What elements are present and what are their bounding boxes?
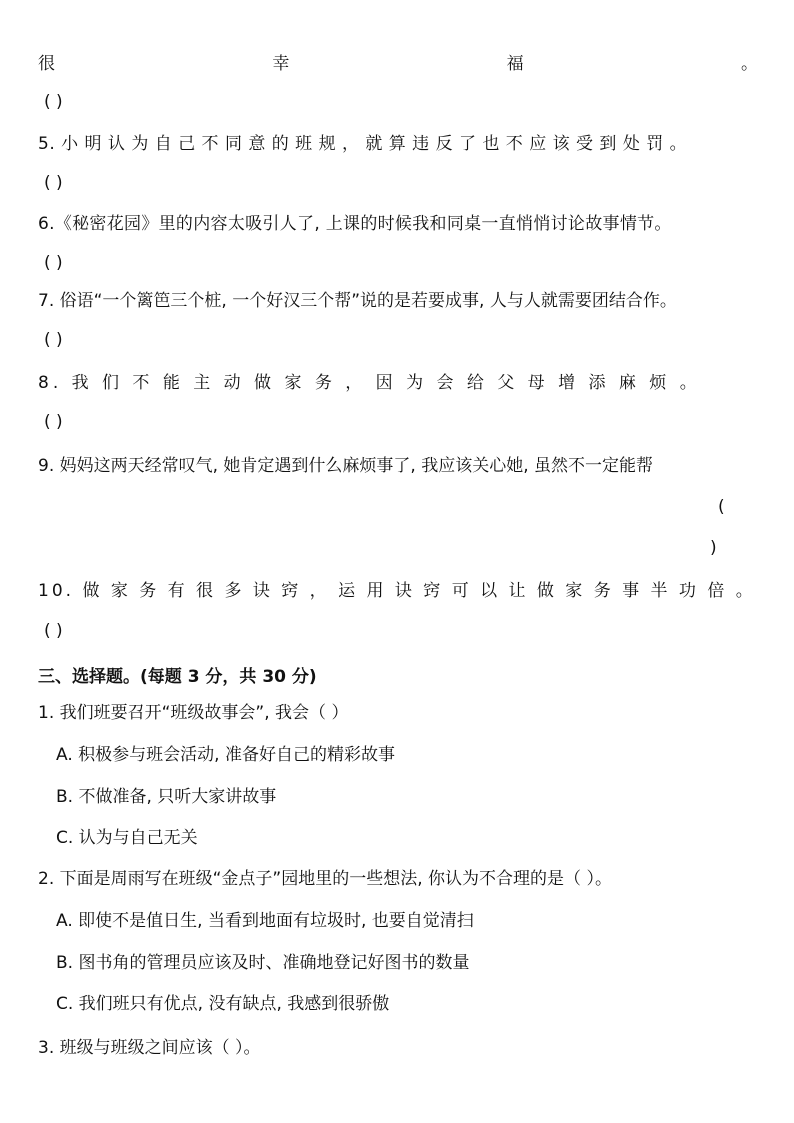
tf-item-5: 5. 小 明 认 为 自 己 不 同 意 的 班 规 ， 就 算 违 反 了 也 不 应 该 受 到 处 罚 。 bbox=[38, 134, 688, 154]
mc-question-3: 3. 班级与班级之间应该（ ）。 bbox=[38, 1038, 261, 1058]
mc-question-1: 1. 我们班要召开“班级故事会”, 我会（ ） bbox=[38, 703, 349, 723]
mc-question-1-option-b[interactable]: B. 不做准备, 只听大家讲故事 bbox=[56, 787, 277, 807]
tf-item-8-answer-blank[interactable]: ( ) bbox=[44, 412, 63, 432]
tf-item-6-answer-blank[interactable]: ( ) bbox=[44, 253, 63, 273]
tf-item-9-paren-open[interactable]: ( bbox=[718, 497, 725, 517]
tf-item-4-char: 幸 bbox=[272, 54, 290, 74]
tf-item-10: 10. 做 家 务 有 很 多 诀 窍 ， 运 用 诀 窍 可 以 让 做 家 务 事 半 功 倍 。 bbox=[38, 581, 756, 601]
tf-item-9-paren-close[interactable]: ) bbox=[710, 538, 717, 558]
tf-item-6: 6.《秘密花园》里的内容太吸引人了, 上课的时候我和同桌一直悄悄讨论故事情节。 bbox=[38, 214, 672, 234]
tf-item-8: 8. 我 们 不 能 主 动 做 家 务 ， 因 为 会 给 父 母 增 添 麻 烦 。 bbox=[38, 373, 701, 393]
section-3-heading: 三、选择题。(每题 3 分，共 30 分) bbox=[38, 667, 317, 687]
tf-item-9: 9. 妈妈这两天经常叹气, 她肯定遇到什么麻烦事了, 我应该关心她, 虽然不一定能帮 bbox=[38, 456, 654, 476]
mc-question-2: 2. 下面是周雨写在班级“金点子”园地里的一些想法, 你认为不合理的是（ ）。 bbox=[38, 869, 612, 889]
tf-item-4-answer-blank[interactable]: ( ) bbox=[44, 92, 63, 112]
tf-item-10-answer-blank[interactable]: ( ) bbox=[44, 621, 63, 641]
mc-question-2-option-a[interactable]: A. 即使不是值日生, 当看到地面有垃圾时, 也要自觉清扫 bbox=[56, 911, 474, 931]
tf-item-4-tail bbox=[38, 52, 758, 76]
tf-item-4-char: 很 bbox=[38, 54, 55, 74]
tf-item-4-char: 。 bbox=[740, 54, 758, 74]
tf-item-7: 7. 俗语“一个篱笆三个桩, 一个好汉三个帮”说的是若要成事, 人与人就需要团结合作。 bbox=[38, 291, 677, 311]
mc-question-1-option-a[interactable]: A. 积极参与班会活动, 准备好自己的精彩故事 bbox=[56, 745, 395, 765]
tf-item-7-answer-blank[interactable]: ( ) bbox=[44, 330, 63, 350]
mc-question-2-option-c[interactable]: C. 我们班只有优点, 没有缺点, 我感到很骄傲 bbox=[56, 994, 390, 1014]
tf-item-4-char: 福 bbox=[506, 54, 524, 74]
mc-question-1-option-c[interactable]: C. 认为与自己无关 bbox=[56, 828, 198, 848]
mc-question-2-option-b[interactable]: B. 图书角的管理员应该及时、准确地登记好图书的数量 bbox=[56, 953, 470, 973]
tf-item-5-answer-blank[interactable]: ( ) bbox=[44, 173, 63, 193]
